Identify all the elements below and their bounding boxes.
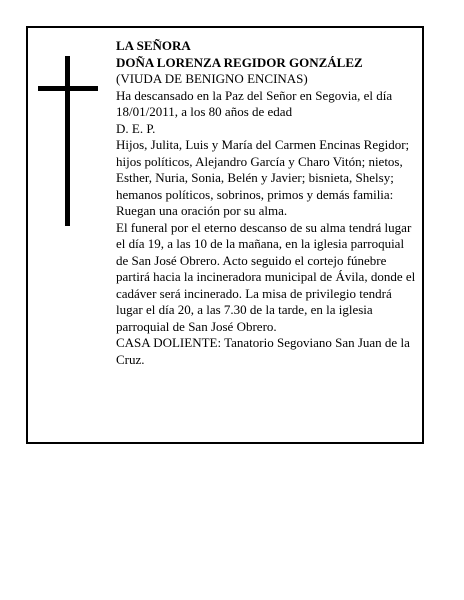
obituary-notice bbox=[26, 26, 424, 444]
funeral-details: El funeral por el eterno descanso de su alma tendrá lugar el día 19, a las 10 de la mañana, en la iglesia parroquial de San José Obrero. Acto seguido el cortejo fúnebre partirá hacia la incineradora municipal de Ávila, donde el cadáver será incinerado. La misa de privilegio tendrá lugar el día 20, a las 7.30 de la tarde, en la iglesia parroquial de San José Obrero. bbox=[116, 219, 416, 334]
cross-horizontal-bar bbox=[38, 86, 98, 91]
prayer-request: Ruegan una oración por su alma. bbox=[116, 203, 288, 218]
mourning-house: CASA DOLIENTE: Tanatorio Segoviano San Juan de la Cruz. bbox=[116, 335, 410, 367]
notice-text bbox=[116, 38, 416, 368]
cross-icon bbox=[38, 56, 98, 226]
rip-line: D. E. P. bbox=[116, 120, 156, 136]
family-list: Hijos, Julita, Luis y María del Carmen Encinas Regidor; hijos políticos, Alejandro García y Charo Vitón; nietos, Esther, Nuria, Sonia, Belén y Javier; bisnieta, Shelsy; hemanos políticos, sobrinos, primos y demás familia: bbox=[116, 137, 410, 202]
deceased-name: DOÑA LORENZA REGIDOR GONZÁLEZ bbox=[116, 54, 363, 70]
notice-title: LA SEÑORA bbox=[116, 38, 191, 53]
cross-vertical-bar bbox=[65, 56, 70, 226]
passing-statement: Ha descansado en la Paz del Señor en Segovia, el día 18/01/2011, a los 80 años de edad bbox=[116, 87, 393, 119]
widow-of: (VIUDA DE BENIGNO ENCINAS) bbox=[116, 71, 308, 86]
